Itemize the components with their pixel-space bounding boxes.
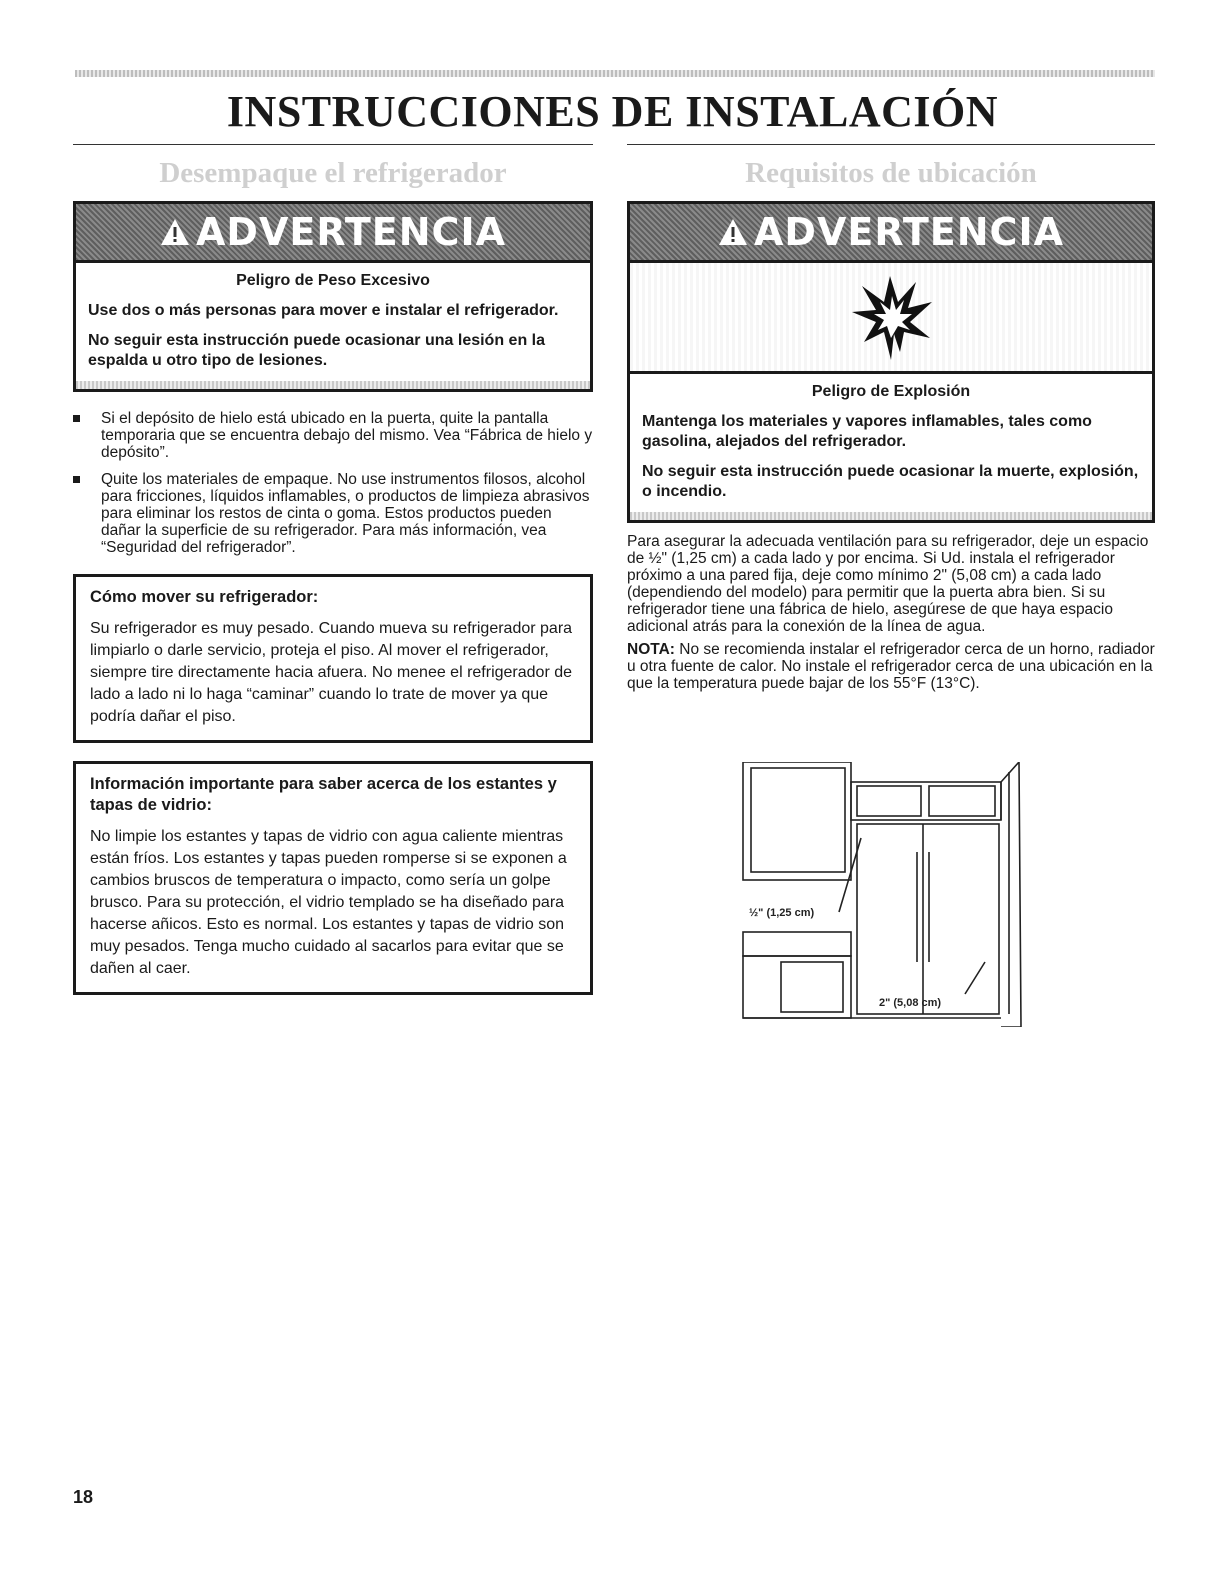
warning-line: No seguir esta instrucción puede ocasionar la muerte, explosión, o incendio.	[642, 463, 1139, 500]
moving-info-box	[73, 574, 593, 743]
section-rule	[73, 144, 593, 145]
weight-warning-box	[73, 201, 593, 392]
top-decorative-rule	[75, 70, 1155, 77]
explosion-icon	[846, 272, 936, 362]
warning-header	[630, 204, 1152, 263]
warning-ribbon	[630, 512, 1152, 520]
warning-header	[76, 204, 590, 263]
note-paragraph	[627, 641, 1155, 692]
hazard-title: Peligro de Peso Excesivo	[236, 272, 430, 289]
warning-body	[76, 263, 590, 381]
warning-line: Mantenga los materiales y vapores inflamables, tales como gasolina, alejados del refrigerador.	[642, 413, 1092, 450]
left-column	[73, 144, 593, 995]
warning-word: ADVERTENCIA	[754, 210, 1064, 254]
location-text	[627, 533, 1155, 692]
clearance-label-half-inch: ½" (1,25 cm)	[749, 907, 815, 919]
list-item	[73, 410, 593, 461]
moving-text: Su refrigerador es muy pesado. Cuando mueva su refrigerador para limpiarlo o darle servicio, proteja el piso. Al mover el refrigerador, siempre tire directamente hacia afuera. No menee el refrigerador de lado a lado ni lo haga “caminar” cuando lo trate de mover ya que podría dañar el piso.	[90, 620, 573, 725]
warning-triangle-icon	[718, 218, 748, 246]
clearance-label-two-inch: 2" (5,08 cm)	[879, 997, 942, 1009]
warning-word: ADVERTENCIA	[196, 210, 506, 254]
glass-heading: Información importante para saber acerca de los estantes y tapas de vidrio:	[90, 775, 557, 814]
section-rule	[627, 144, 1155, 145]
right-column	[627, 144, 1155, 1009]
bullet-text: Si el depósito de hielo está ubicado en la puerta, quite la pantalla temporaria que se encuentra debajo del mismo. Vea “Fábrica de hielo y depósito”.	[101, 410, 593, 461]
warning-triangle-icon	[160, 218, 190, 246]
bullet-square-icon	[73, 476, 80, 483]
explosion-symbol-area	[630, 263, 1152, 374]
clearance-diagram	[739, 762, 1049, 1027]
list-item	[73, 471, 593, 556]
note-label: NOTA:	[627, 641, 675, 658]
explosion-warning-box	[627, 201, 1155, 523]
bullet-text: Quite los materiales de empaque. No use instrumentos filosos, alcohol para fricciones, líquidos inflamables, o productos de limpieza abrasivos para eliminar los restos de cinta o goma. Estos productos pueden dañar la superficie de su refrigerador. Para más información, vea “Seguridad del refrigerador”.	[101, 471, 590, 556]
note-text: No se recomienda instalar el refrigerador cerca de un horno, radiador u otra fuente de calor. No instale el refrigerador cerca de una ubicación en la que la temperatura puede bajar de los 55°F (13°C).	[627, 641, 1155, 692]
hazard-title: Peligro de Explosión	[811, 383, 971, 400]
bullet-square-icon	[73, 415, 80, 422]
warning-line: Use dos o más personas para mover e instalar el refrigerador.	[88, 302, 559, 319]
page-title: INSTRUCCIONES DE INSTALACIÓN	[226, 87, 999, 136]
warning-line: No seguir esta instrucción puede ocasionar una lesión en la espalda u otro tipo de lesiones.	[88, 332, 546, 369]
ventilation-paragraph: Para asegurar la adecuada ventilación para su refrigerador, deje un espacio de ½" (1,25 cm) a cada lado y por encima. Si Ud. instala el refrigerador próximo a una pared fija, deje como mínimo 2" (5,08 cm) a cada lado (dependiendo del modelo) para permitir que la puerta abra bien. Si su refrigerador tiene una fábrica de hielo, asegúrese de que haya espacio adicional atrás para la conexión de la línea de agua.	[627, 533, 1149, 635]
warning-ribbon	[76, 381, 590, 389]
section-title-location: Requisitos de ubicación	[745, 157, 1037, 189]
warning-body	[630, 374, 1152, 512]
glass-info-box	[73, 761, 593, 995]
section-title-unpack: Desempaque el refrigerador	[159, 157, 507, 189]
moving-heading: Cómo mover su refrigerador:	[90, 588, 319, 606]
glass-text: No limpie los estantes y tapas de vidrio con agua caliente mientras están fríos. Los estantes y tapas pueden romperse si se exponen a cambios bruscos de temperatura o impacto, como sería un golpe brusco. Para su protección, el vidrio templado se ha diseñado para hacerse añicos. Esto es normal. Los estantes y tapas de vidrio son muy pesados. Tenga mucho cuidado al sacarlos para evitar que se dañen al caer.	[90, 828, 567, 977]
page-number: 18	[73, 1487, 94, 1507]
unpack-bullet-list	[73, 410, 593, 556]
